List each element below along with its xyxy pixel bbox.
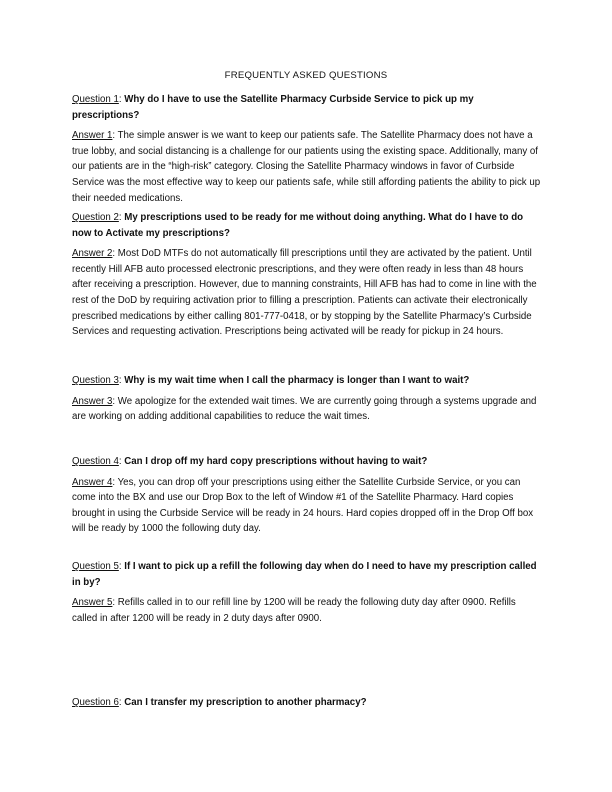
- answer-label: Answer 2: [72, 248, 113, 260]
- question-3: Question 3: Why is my wait time when I call the pharmacy is longer than I want to wait?: [72, 375, 470, 386]
- question-6: Question 6: Can I transfer my prescription to another pharmacy?: [72, 697, 367, 708]
- question-label: Question 6: [72, 697, 119, 708]
- answer-1: Answer 1: The simple answer is we want to keep our patients safe. The Satellite Pharmacy does not have a true lobby, and social distancing is a challenge for our patients using the existing space. Additionally, many of our patients are in the “high-risk” category. Closing the Satellite Pharmacy windows in favor of Curbside Service was the most effective way to keep our patients safe, while still affording patients the ability to pick up their needed medications.: [72, 130, 541, 204]
- question-1: Question 1: Why do I have to use the Satellite Pharmacy Curbside Service to pick up my prescriptions?: [72, 94, 474, 121]
- answer-3: Answer 3: We apologize for the extended wait times. We are currently going through a systems upgrade and are working on adding additional capabilities to reduce the wait times.: [72, 395, 537, 423]
- question-label: Question 1: [72, 94, 119, 105]
- question-label: Question 5: [72, 561, 119, 572]
- answer-text: Most DoD MTFs do not automatically fill prescriptions until they are activated by the patient. Until recently Hill AFB auto processed electronic prescriptions, and they were often ready in less than 48 hours after receiving a prescription. However, due to manning constraints, Hill AFB has had to come in line with the rest of the DoD by requiring activation prior to filling a prescription. Patients can activate their electronically prescribed medications by either calling 801-777-0418, or by stopping by the Satellite Pharmacy’s Curbside Services and requesting activation. Prescriptions being activated will be ready for pickup in 24 hours.: [72, 248, 537, 338]
- faq-item-1: [72, 92, 542, 206]
- faq-item-5: [72, 559, 542, 626]
- question-5: Question 5: If I want to pick up a refill the following day when do I need to have my prescription called in by?: [72, 561, 537, 588]
- faq-item-3: [72, 373, 542, 425]
- answer-text: We apologize for the extended wait times. We are currently going through a systems upgrade and are working on adding additional capabilities to reduce the wait times.: [72, 395, 537, 423]
- faq-item-4: [72, 454, 542, 537]
- answer-text: The simple answer is we want to keep our patients safe. The Satellite Pharmacy does not have a true lobby, and social distancing is a challenge for our patients using the existing space. Additionally, many of our patients are in the “high-risk” category. Closing the Satellite Pharmacy windows in favor of Curbside Service was the most effective way to keep our patients safe, while still affording patients the ability to pick up their needed medications.: [72, 130, 541, 204]
- question-label: Question 4: [72, 456, 119, 467]
- question-label: Question 3: [72, 375, 119, 386]
- answer-5: Answer 5: Refills called in to our refill line by 1200 will be ready the following duty day after 0900. Refills called in after 1200 will be ready in 2 duty days after 0900.: [72, 597, 516, 624]
- answer-text: Yes, you can drop off your prescriptions using either the Satellite Curbside Service, or you can come into the BX and use our Drop Box to the left of Window #1 of the Satellite Pharmacy. Hard copies brought in using the Curbside Service will be ready in 24 hours. Hard copies dropped off in the Drop Off box will be ready by 1000 the following duty day.: [72, 476, 534, 535]
- answer-label: Answer 1: [72, 130, 113, 142]
- answer-label: Answer 4: [72, 476, 113, 488]
- question-text: Can I transfer my prescription to another pharmacy?: [124, 697, 367, 708]
- answer-2: Answer 2: Most DoD MTFs do not automatically fill prescriptions until they are activated by the patient. Until recently Hill AFB auto processed electronic prescriptions, and they were often ready in less than 48 hours after receiving a prescription. However, due to manning constraints, Hill AFB has had to come in line with the rest of the DoD by requiring activation prior to filling a prescription. Patients can activate their electronically prescribed medications by either calling 801-777-0418, or by stopping by the Satellite Pharmacy’s Curbside Services and requesting activation. Prescriptions being activated will be ready for pickup in 24 hours.: [72, 248, 537, 338]
- question-text: Why do I have to use the Satellite Pharmacy Curbside Service to pick up my prescriptions?: [72, 94, 474, 121]
- question-4: Question 4: Can I drop off my hard copy prescriptions without having to wait?: [72, 456, 428, 467]
- answer-label: Answer 3: [72, 395, 113, 407]
- question-text: If I want to pick up a refill the following day when do I need to have my prescription called in by?: [72, 561, 537, 588]
- question-label: Question 2: [72, 212, 119, 223]
- page-title: FREQUENTLY ASKED QUESTIONS: [224, 70, 388, 81]
- faq-item-6: [72, 695, 542, 711]
- question-text: Why is my wait time when I call the pharmacy is longer than I want to wait?: [124, 375, 470, 386]
- answer-label: Answer 5: [72, 597, 113, 609]
- question-2: Question 2: My prescriptions used to be ready for me without doing anything. What do I have to do now to Activate my prescriptions?: [72, 212, 524, 239]
- faq-item-2: [72, 210, 542, 340]
- question-text: Can I drop off my hard copy prescriptions without having to wait?: [124, 456, 428, 467]
- answer-4: Answer 4: Yes, you can drop off your prescriptions using either the Satellite Curbside Service, or you can come into the BX and use our Drop Box to the left of Window #1 of the Satellite Pharmacy. Hard copies brought in using the Curbside Service will be ready in 24 hours. Hard copies dropped off in the Drop Off box will be ready by 1000 the following duty day.: [72, 476, 534, 535]
- answer-text: Refills called in to our refill line by 1200 will be ready the following duty day after 0900. Refills called in after 1200 will be ready in 2 duty days after 0900.: [72, 597, 516, 624]
- question-text: My prescriptions used to be ready for me without doing anything. What do I have to do now to Activate my prescriptions?: [72, 212, 524, 239]
